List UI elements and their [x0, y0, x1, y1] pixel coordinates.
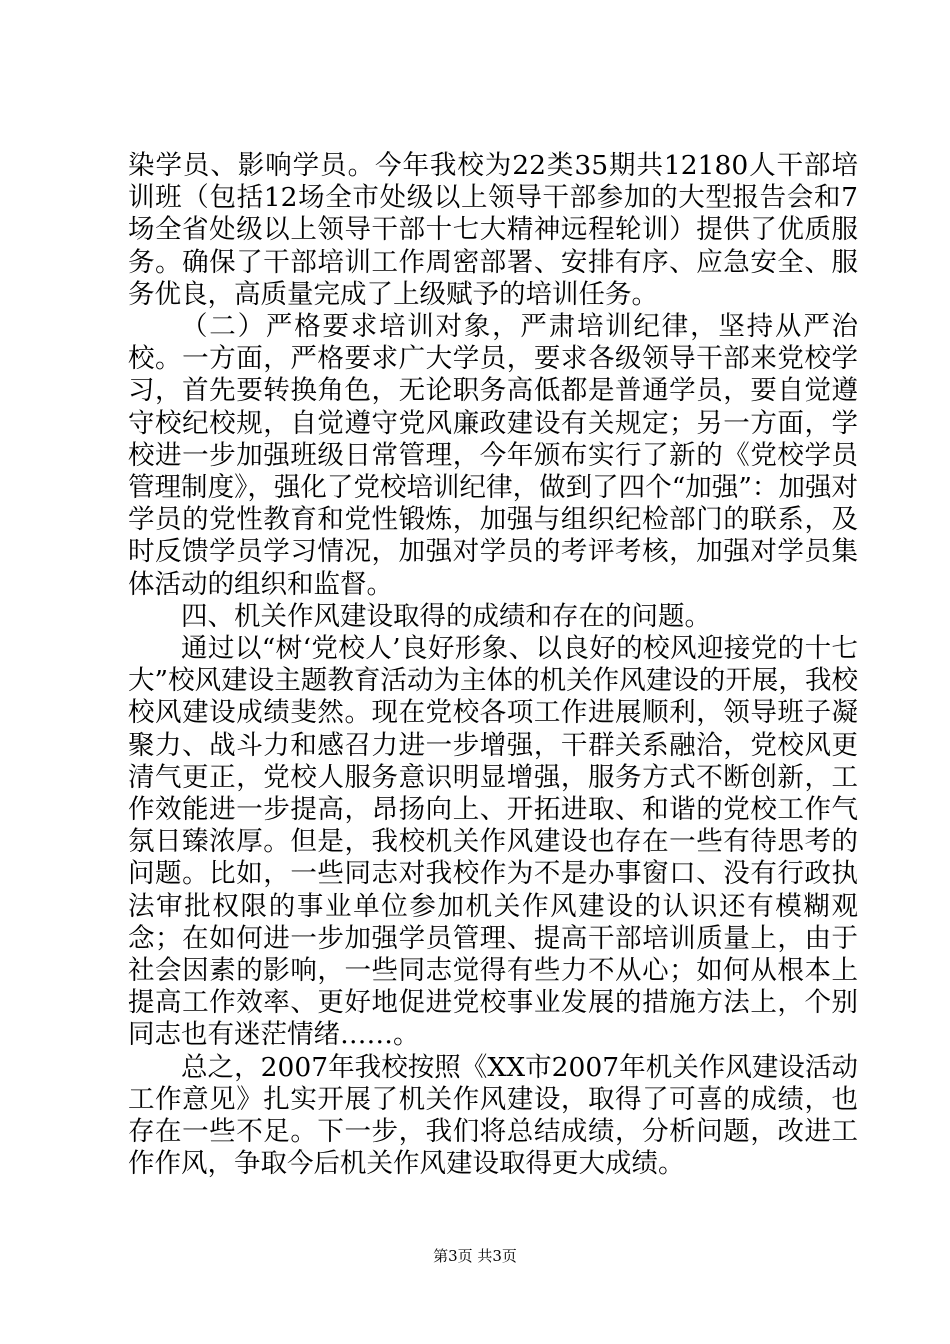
- paragraph-achievements-problems: 通过以“树‘党校人’良好形象、以良好的校风迎接党的十七大”校风建设主题教育活动为主体的机关作风建设的开展，我校校风建设成绩斐然。现在党校各项工作进展顺利，领导班子凝聚力、战斗力和感召力进一步增强，干群关系融洽，党校风更清气更正，党校人服务意识明显增强，服务方式不断创新，工作效能进一步提高，昂扬向上、开拓进取、和谐的党校工作气氛日臻浓厚。但是，我校机关作风建设也存在一些有待思考的问题。比如，一些同志对我校作为不是办事窗口、没有行政执法审批权限的事业单位参加机关作风建设的认识还有模糊观念；在如何进一步加强学员管理、提高干部培训质量上，由于社会因素的影响，一些同志觉得有些力不从心；如何从根本上提高工作效率、更好地促进党校事业发展的措施方法上，个别同志也有迷茫情绪……。: [128, 633, 858, 1051]
- page-number-footer: 第3页 共3页: [433, 1247, 517, 1265]
- paragraph-training-service: 染学员、影响学员。今年我校为22类35期共12180人干部培训班（包括12场全市处级以上领导干部参加的大型报告会和7场全省处级以上领导干部十七大精神远程轮训）提供了优质服务。确保了干部培训工作周密部署、安排有序、应急安全、服务优良，高质量完成了上级赋予的培训任务。: [128, 150, 858, 310]
- paragraph-discipline: （二）严格要求培训对象，严肃培训纪律，坚持从严治校。一方面，严格要求广大学员，要求各级领导干部来党校学习，首先要转换角色，无论职务高低都是普通学员，要自觉遵守校纪校规，自觉遵守党风廉政建设有关规定；另一方面，学校进一步加强班级日常管理，今年颁布实行了新的《党校学员管理制度》，强化了党校培训纪律，做到了四个“加强”：加强对学员的党性教育和党性锻炼，加强与组织纪检部门的联系，及时反馈学员学习情况，加强对学员的考评考核，加强对学员集体活动的组织和监督。: [128, 311, 858, 600]
- section-heading-achievements: 四、机关作风建设取得的成绩和存在的问题。: [181, 600, 711, 632]
- paragraph-conclusion: 总之，2007年我校按照《XX市2007年机关作风建设活动工作意见》扎实开展了机关作风建设，取得了可喜的成绩，也存在一些不足。下一步，我们将总结成绩，分析问题，改进工作作风，争取今后机关作风建设取得更大成绩。: [128, 1051, 858, 1180]
- document-body: [128, 150, 858, 1181]
